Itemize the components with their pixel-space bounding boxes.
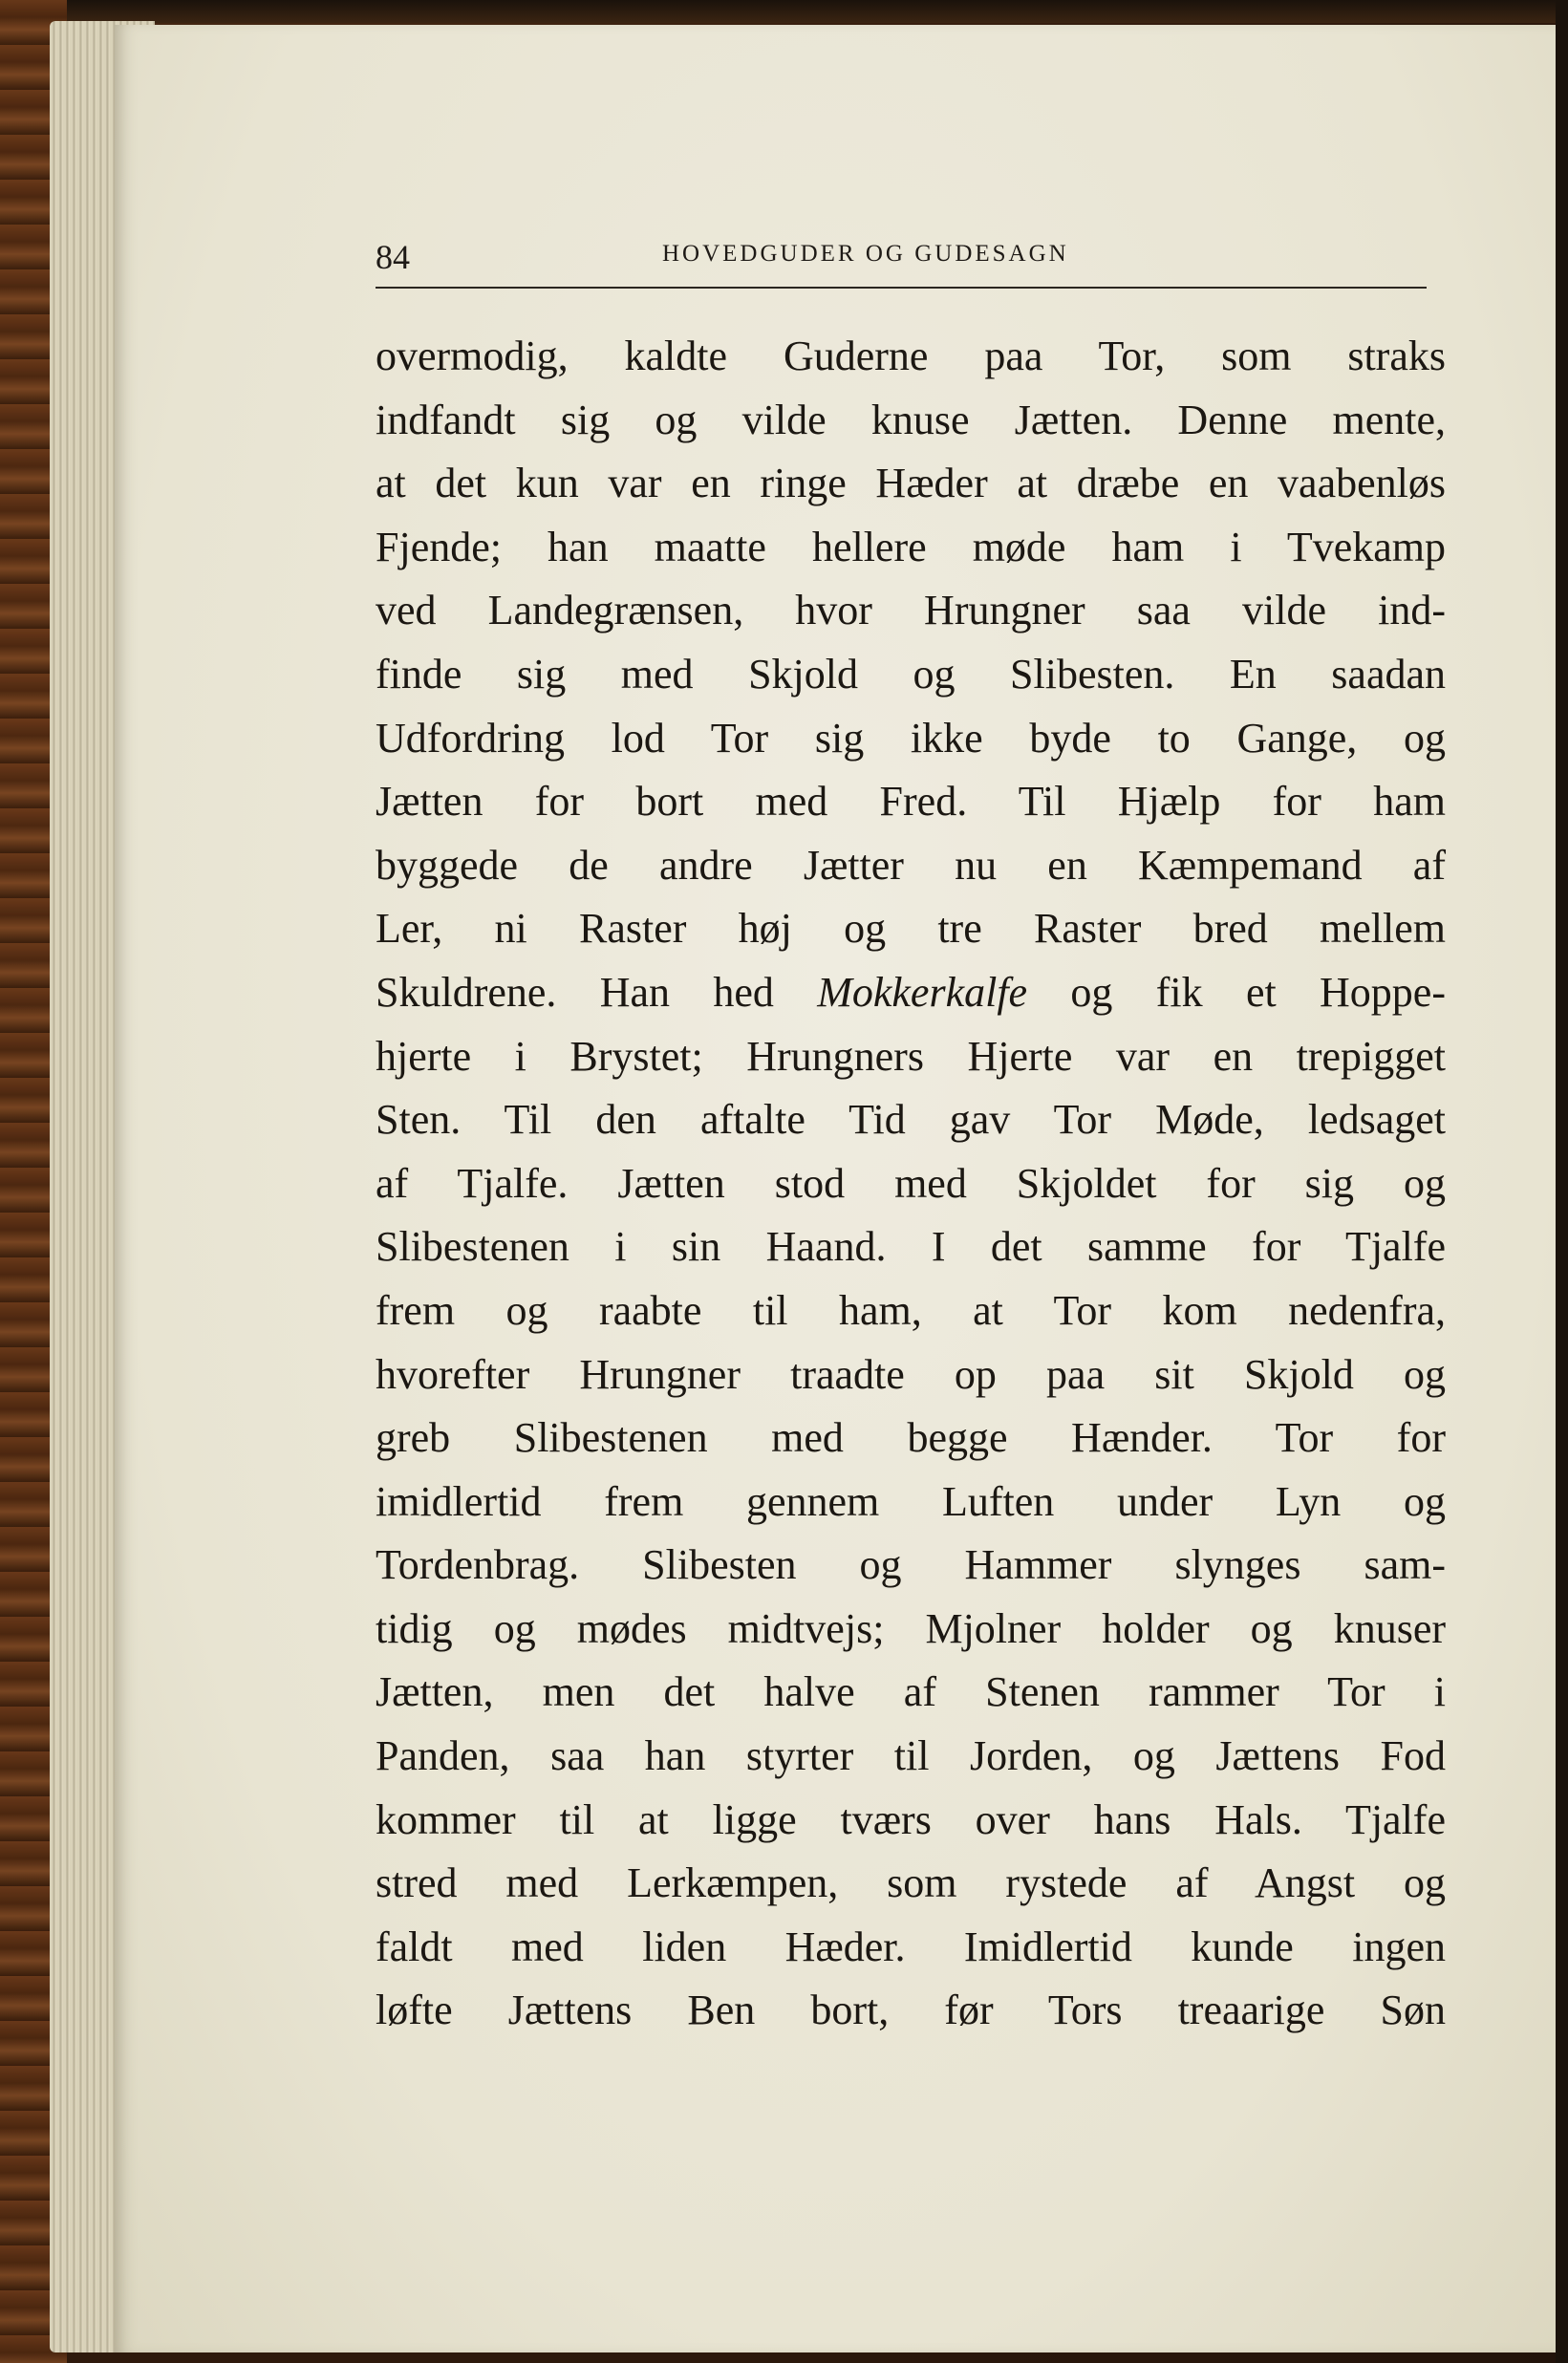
running-head: HOVEDGUDER OG GUDESAGN <box>662 241 1069 267</box>
text-line: imidlertid frem gennem Luften under Lyn og <box>376 1477 1446 1525</box>
text-line: tidig og mødes midtvejs; Mjolner holder og knuser <box>376 1604 1446 1652</box>
text-line: Fjende; han maatte hellere møde ham i Tvekamp <box>376 523 1446 570</box>
text-line: byggede de andre Jætter nu en Kæmpemand af <box>376 841 1446 889</box>
text-line: frem og raabte til ham, at Tor kom nedenfra, <box>376 1286 1446 1334</box>
text-line: finde sig med Skjold og Slibesten. En saadan <box>376 650 1446 698</box>
text-fragment: og fik et Hoppe- <box>1027 968 1446 1016</box>
text-line: ved Landegrænsen, hvor Hrungner saa vilde ind- <box>376 587 1446 634</box>
italic-name: Mokkerkalfe <box>817 968 1028 1016</box>
text-line: faldt med liden Hæder. Imidlertid kunde ingen <box>376 1923 1446 1970</box>
text-line: Udfordring lod Tor sig ikke byde to Gange, og <box>376 714 1446 762</box>
text-line: indfandt sig og vilde knuse Jætten. Denne mente, <box>376 396 1446 443</box>
text-line: Panden, saa han styrter til Jorden, og Jættens Fod <box>376 1732 1446 1780</box>
text-line: Jætten for bort med Fred. Til Hjælp for ham <box>376 778 1446 826</box>
text-line: stred med Lerkæmpen, som rystede af Angst og <box>376 1859 1446 1907</box>
text-line: Jætten, men det halve af Stenen rammer Tor i <box>376 1668 1446 1716</box>
page-header <box>376 227 1427 289</box>
text-line: Tordenbrag. Slibesten og Hammer slynges sam- <box>376 1541 1446 1589</box>
text-line: løfte Jættens Ben bort, før Tors treaarige Søn <box>376 1987 1446 2034</box>
text-line: kommer til at ligge tværs over hans Hals. Tjalfe <box>376 1795 1446 1843</box>
text-line: overmodig, kaldte Guderne paa Tor, som straks <box>376 333 1446 379</box>
text-line: hvorefter Hrungner traadte op paa sit Skjold og <box>376 1350 1446 1398</box>
text-line: Ler, ni Raster høj og tre Raster bred mellem <box>376 905 1446 953</box>
page-number: 84 <box>376 238 410 276</box>
text-line: greb Slibestenen med begge Hænder. Tor for <box>376 1414 1446 1462</box>
right-shadow <box>1556 0 1568 2363</box>
text-line: Slibestenen i sin Haand. I det samme for Tjalfe <box>376 1223 1446 1271</box>
text-line: Sten. Til den aftalte Tid gav Tor Møde, ledsaget <box>376 1096 1446 1144</box>
text-line-with-italic <box>376 961 1446 1025</box>
text-line: at det kun var en ringe Hæder at dræbe en vaabenløs <box>376 460 1446 507</box>
text-line: hjerte i Brystet; Hrungners Hjerte var en trepigget <box>376 1032 1446 1080</box>
body-text <box>376 325 1446 2043</box>
text-fragment: Skuldrene. Han hed <box>376 968 818 1016</box>
text-line: af Tjalfe. Jætten stod med Skjoldet for sig og <box>376 1159 1446 1207</box>
top-shadow <box>0 0 1568 23</box>
